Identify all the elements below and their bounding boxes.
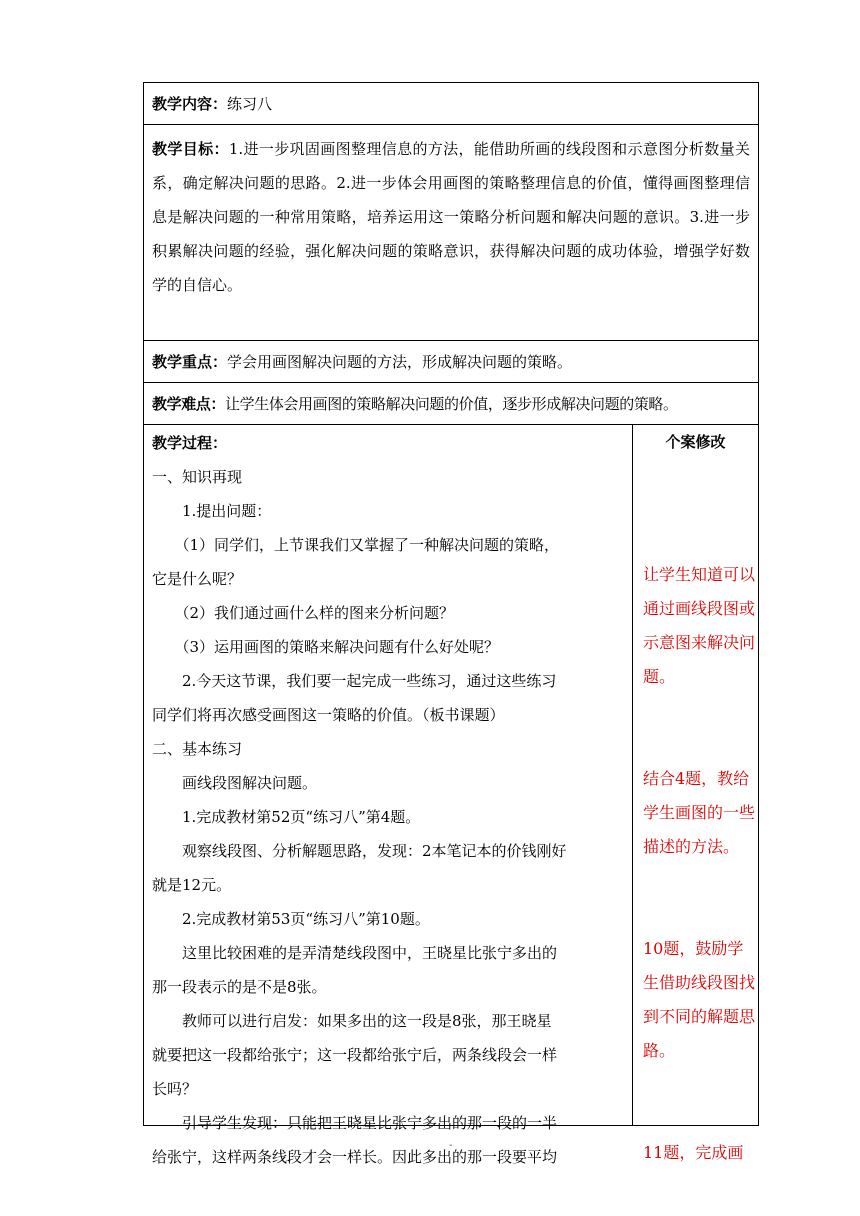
goals-label: 教学目标： (152, 140, 229, 158)
process-line: 它是什么呢？ (152, 570, 243, 588)
process-line: 二、基本练习 (152, 740, 243, 758)
goals-text: 1.进一步巩固画图整理信息的方法，能借助所画的线段图和示意图分析数量关系，确定解决问题的思路。2.进一步体会用画图的策略整理信息的价值，懂得画图整理信息是解决问题的一种常用策略，培养运用这一策略分析问题和解决问题的意识。3.进一步积累解决问题的经验，强化解决问题的策略意识，获得解决问题的成功体验，增强学好数学的自信心。 (152, 140, 750, 294)
process-column (144, 425, 632, 1166)
revision-column (632, 425, 758, 1162)
process-line: （1）同学们，上节课我们又掌握了一种解决问题的策略， (152, 536, 560, 554)
revision-header: 个案修改 (665, 433, 726, 451)
page-footer: - (449, 1140, 453, 1151)
process-line: 观察线段图、分析解题思路，发现：2本笔记本的价钱刚好 (152, 842, 567, 860)
revision-note: 11题，完成画 (643, 1143, 744, 1162)
process-line: 2.完成教材第53页“练习八”第10题。 (152, 910, 430, 928)
process-line: 给张宁，这样两条线段才会一样长。因此多出的那一段要平均 (152, 1148, 558, 1166)
process-line: 教师可以进行启发：如果多出的这一段是8张，那王晓星 (152, 1012, 552, 1030)
process-line: 就要把这一段都给张宁；这一段都给张宁后，两条线段会一样 (152, 1046, 558, 1064)
process-label: 教学过程： (152, 434, 228, 452)
process-line: （2）我们通过画什么样的图来分析问题？ (152, 604, 455, 622)
revision-note: 结合4题，教给学生画图的一些描述的方法。 (643, 769, 756, 856)
process-line: 引导学生发现：只能把王晓星比张宁多出的那一段的一半 (152, 1114, 558, 1132)
key-point-text: 学会用画图解决问题的方法，形成解决问题的策略。 (227, 353, 573, 371)
process-line: 画线段图解决问题。 (152, 774, 318, 792)
content-row (144, 83, 758, 125)
process-line: 1.提出问题： (152, 502, 272, 520)
key-point-label: 教学重点： (152, 353, 228, 371)
revision-note: 让学生知道可以通过画线段图或示意图来解决问题。 (643, 565, 756, 686)
content-label: 教学内容： (152, 95, 228, 113)
process-line: 那一段表示的是不是8张。 (152, 978, 327, 996)
process-line: 2.今天这节课，我们要一起完成一些练习，通过这些练习 (152, 672, 557, 690)
process-line: 一、知识再现 (152, 468, 243, 486)
content-text: 练习八 (227, 95, 273, 113)
key-point-row (144, 341, 758, 383)
process-line: 1.完成教材第52页“练习八”第4题。 (152, 808, 421, 826)
process-line: 长吗？ (152, 1080, 198, 1098)
lesson-plan-table (143, 82, 759, 1166)
difficulty-text: 让学生体会用画图的策略解决问题的价值，逐步形成解决问题的策略。 (225, 395, 678, 413)
content-cell (144, 87, 758, 121)
difficulty-row (144, 383, 758, 425)
goals-cell (144, 132, 758, 302)
process-line: 同学们将再次感受画图这一策略的价值。（板书课题） (152, 706, 505, 724)
goals-row (144, 125, 758, 341)
difficulty-label: 教学难点： (152, 395, 226, 413)
revision-note: 10题，鼓励学生借助线段图找到不同的解题思路。 (643, 939, 756, 1060)
process-line: 这里比较困难的是弄清楚线段图中，王晓星比张宁多出的 (152, 944, 558, 962)
process-line: （3）运用画图的策略来解决问题有什么好处呢？ (152, 638, 500, 656)
process-line: 就是12元。 (152, 876, 232, 894)
key-point-cell (144, 345, 758, 379)
difficulty-cell (144, 387, 758, 421)
